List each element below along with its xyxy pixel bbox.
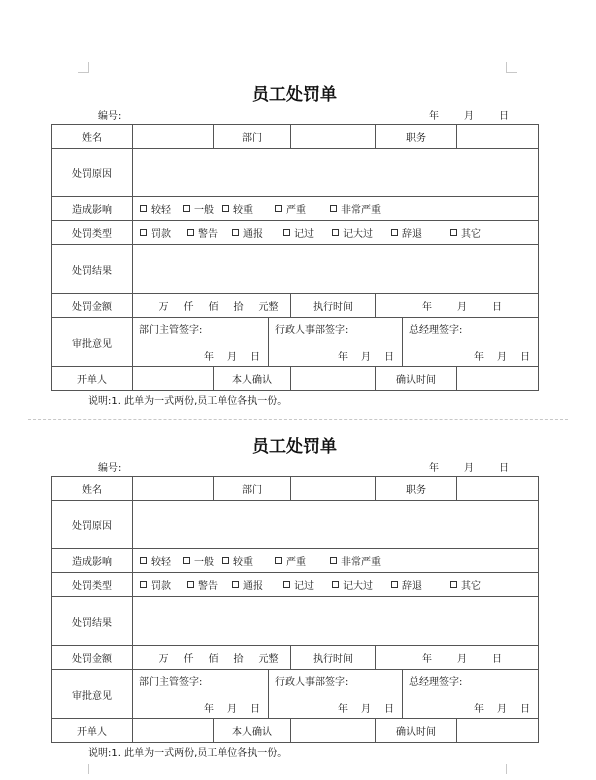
ptype-option[interactable]: 罚款 bbox=[140, 577, 171, 592]
ptype-option[interactable]: 其它 bbox=[450, 225, 481, 240]
impact-option[interactable]: 非常严重 bbox=[330, 201, 381, 216]
checkbox-icon[interactable] bbox=[332, 229, 339, 236]
reason-label: 处罚原因 bbox=[52, 501, 133, 549]
page-divider bbox=[28, 419, 568, 420]
checkbox-icon[interactable] bbox=[391, 581, 398, 588]
ptype-label: 处罚类型 bbox=[52, 221, 133, 245]
amount-unit: 仟 bbox=[183, 654, 194, 665]
checkbox-icon[interactable] bbox=[140, 229, 147, 236]
checkbox-icon[interactable] bbox=[232, 229, 239, 236]
ptype-option[interactable]: 其它 bbox=[450, 577, 481, 592]
exec-time-field[interactable]: 年 月 日 bbox=[376, 294, 539, 318]
dept-label: 部门 bbox=[214, 477, 291, 501]
post-label: 职务 bbox=[376, 477, 457, 501]
ptype-options bbox=[133, 573, 539, 597]
checkbox-icon[interactable] bbox=[187, 581, 194, 588]
checkbox-icon[interactable] bbox=[140, 557, 147, 564]
approval-label: 审批意见 bbox=[52, 318, 133, 367]
checkbox-icon[interactable] bbox=[222, 557, 229, 564]
penalty-table bbox=[51, 476, 539, 743]
exec-time-field[interactable]: 年 月 日 bbox=[376, 646, 539, 670]
checkbox-icon[interactable] bbox=[183, 205, 190, 212]
amount-unit: 拾 bbox=[233, 302, 244, 313]
ptype-option[interactable]: 警告 bbox=[187, 577, 218, 592]
amount-unit: 佰 bbox=[208, 302, 219, 313]
name-field[interactable] bbox=[133, 125, 214, 149]
penalty-form-1 bbox=[51, 84, 538, 409]
amount-field[interactable] bbox=[133, 646, 291, 670]
checkbox-icon[interactable] bbox=[391, 229, 398, 236]
ptype-option[interactable]: 记过 bbox=[283, 577, 314, 592]
confirm-label: 本人确认 bbox=[214, 367, 291, 391]
confirm-field[interactable] bbox=[291, 367, 376, 391]
impact-option[interactable]: 较轻 bbox=[140, 201, 171, 216]
result-label: 处罚结果 bbox=[52, 597, 133, 646]
hr-signature[interactable]: 行政人事部签字: 年 月 日 bbox=[269, 318, 403, 366]
impact-options bbox=[133, 549, 539, 573]
amount-unit: 仟 bbox=[183, 302, 194, 313]
month-label: 月 bbox=[464, 463, 474, 474]
reason-field[interactable] bbox=[133, 501, 539, 549]
amount-unit: 元整 bbox=[258, 654, 279, 665]
ptype-option[interactable]: 通报 bbox=[232, 577, 263, 592]
confirm-time-field[interactable] bbox=[457, 719, 539, 743]
checkbox-icon[interactable] bbox=[140, 205, 147, 212]
checkbox-icon[interactable] bbox=[140, 581, 147, 588]
amount-unit: 万 bbox=[158, 654, 169, 665]
impact-option[interactable]: 一般 bbox=[183, 553, 214, 568]
ptype-option[interactable]: 记过 bbox=[283, 225, 314, 240]
hr-signature[interactable]: 行政人事部签字: 年 月 日 bbox=[269, 670, 403, 718]
checkbox-icon[interactable] bbox=[187, 229, 194, 236]
confirm-time-label: 确认时间 bbox=[376, 367, 457, 391]
checkbox-icon[interactable] bbox=[332, 581, 339, 588]
reason-field[interactable] bbox=[133, 149, 539, 197]
confirm-time-label: 确认时间 bbox=[376, 719, 457, 743]
ptype-option[interactable]: 记大过 bbox=[332, 577, 373, 592]
issuer-label: 开单人 bbox=[52, 367, 133, 391]
amount-field[interactable] bbox=[133, 294, 291, 318]
penalty-table bbox=[51, 124, 539, 391]
result-field[interactable] bbox=[133, 597, 539, 646]
dept-field[interactable] bbox=[291, 125, 376, 149]
impact-option[interactable]: 非常严重 bbox=[330, 553, 381, 568]
amount-unit: 万 bbox=[158, 302, 169, 313]
dept-manager-signature[interactable]: 部门主管签字: 年 月 日 bbox=[133, 670, 269, 718]
post-field[interactable] bbox=[457, 477, 539, 501]
issuer-label: 开单人 bbox=[52, 719, 133, 743]
form-title: 员工处罚单 bbox=[252, 437, 337, 457]
impact-option[interactable]: 一般 bbox=[183, 201, 214, 216]
crop-mark-bottom-right bbox=[506, 764, 517, 774]
confirm-field[interactable] bbox=[291, 719, 376, 743]
ptype-label: 处罚类型 bbox=[52, 573, 133, 597]
ptype-option[interactable]: 记大过 bbox=[332, 225, 373, 240]
checkbox-icon[interactable] bbox=[330, 557, 337, 564]
post-field[interactable] bbox=[457, 125, 539, 149]
checkbox-icon[interactable] bbox=[222, 205, 229, 212]
post-label: 职务 bbox=[376, 125, 457, 149]
penalty-form-2 bbox=[51, 436, 538, 761]
checkbox-icon[interactable] bbox=[450, 229, 457, 236]
impact-options bbox=[133, 197, 539, 221]
year-label: 年 bbox=[429, 111, 439, 122]
issuer-field[interactable] bbox=[133, 719, 214, 743]
checkbox-icon[interactable] bbox=[283, 581, 290, 588]
checkbox-icon[interactable] bbox=[275, 557, 282, 564]
reason-label: 处罚原因 bbox=[52, 149, 133, 197]
issuer-field[interactable] bbox=[133, 367, 214, 391]
ptype-option[interactable]: 辞退 bbox=[391, 225, 422, 240]
dept-field[interactable] bbox=[291, 477, 376, 501]
day-label: 日 bbox=[499, 463, 509, 474]
name-label: 姓名 bbox=[52, 125, 133, 149]
gm-signature[interactable]: 总经理签字: 年 月 日 bbox=[409, 677, 530, 715]
approval-label: 审批意见 bbox=[52, 670, 133, 719]
checkbox-icon[interactable] bbox=[183, 557, 190, 564]
exec-time-label: 执行时间 bbox=[291, 294, 376, 318]
ptype-options bbox=[133, 221, 539, 245]
meta-row bbox=[51, 109, 538, 124]
checkbox-icon[interactable] bbox=[450, 581, 457, 588]
ptype-option[interactable]: 辞退 bbox=[391, 577, 422, 592]
dept-label: 部门 bbox=[214, 125, 291, 149]
amount-label: 处罚金额 bbox=[52, 294, 133, 318]
ptype-option[interactable]: 通报 bbox=[232, 225, 263, 240]
ptype-option[interactable]: 警告 bbox=[187, 225, 218, 240]
checkbox-icon[interactable] bbox=[232, 581, 239, 588]
crop-mark-bottom-left bbox=[78, 764, 89, 774]
form-note: 说明:1. 此单为一式两份,员工单位各执一份。 bbox=[88, 748, 288, 759]
result-field[interactable] bbox=[133, 245, 539, 294]
impact-option[interactable]: 严重 bbox=[275, 553, 306, 568]
impact-label: 造成影响 bbox=[52, 549, 133, 573]
year-label: 年 bbox=[429, 463, 439, 474]
impact-option[interactable]: 较轻 bbox=[140, 553, 171, 568]
serial-number-label: 编号: bbox=[98, 463, 122, 474]
impact-option[interactable]: 较重 bbox=[222, 201, 253, 216]
day-label: 日 bbox=[499, 111, 509, 122]
exec-time-label: 执行时间 bbox=[291, 646, 376, 670]
form-date bbox=[429, 461, 509, 476]
crop-mark-top-left bbox=[78, 62, 89, 73]
form-date bbox=[429, 109, 509, 124]
serial-number-label: 编号: bbox=[98, 111, 122, 122]
confirm-label: 本人确认 bbox=[214, 719, 291, 743]
name-label: 姓名 bbox=[52, 477, 133, 501]
gm-signature[interactable]: 总经理签字: 年 月 日 bbox=[409, 325, 530, 363]
ptype-option[interactable]: 罚款 bbox=[140, 225, 171, 240]
form-title: 员工处罚单 bbox=[252, 85, 337, 105]
amount-unit: 佰 bbox=[208, 654, 219, 665]
checkbox-icon[interactable] bbox=[275, 205, 282, 212]
impact-option[interactable]: 较重 bbox=[222, 553, 253, 568]
month-label: 月 bbox=[464, 111, 474, 122]
confirm-time-field[interactable] bbox=[457, 367, 539, 391]
amount-label: 处罚金额 bbox=[52, 646, 133, 670]
amount-unit: 拾 bbox=[233, 654, 244, 665]
result-label: 处罚结果 bbox=[52, 245, 133, 294]
meta-row bbox=[51, 461, 538, 476]
crop-mark-top-right bbox=[506, 62, 517, 73]
name-field[interactable] bbox=[133, 477, 214, 501]
impact-option[interactable]: 严重 bbox=[275, 201, 306, 216]
dept-manager-signature[interactable]: 部门主管签字: 年 月 日 bbox=[133, 318, 269, 366]
impact-label: 造成影响 bbox=[52, 197, 133, 221]
checkbox-icon[interactable] bbox=[330, 205, 337, 212]
amount-unit: 元整 bbox=[258, 302, 279, 313]
form-note: 说明:1. 此单为一式两份,员工单位各执一份。 bbox=[88, 396, 288, 407]
checkbox-icon[interactable] bbox=[283, 229, 290, 236]
